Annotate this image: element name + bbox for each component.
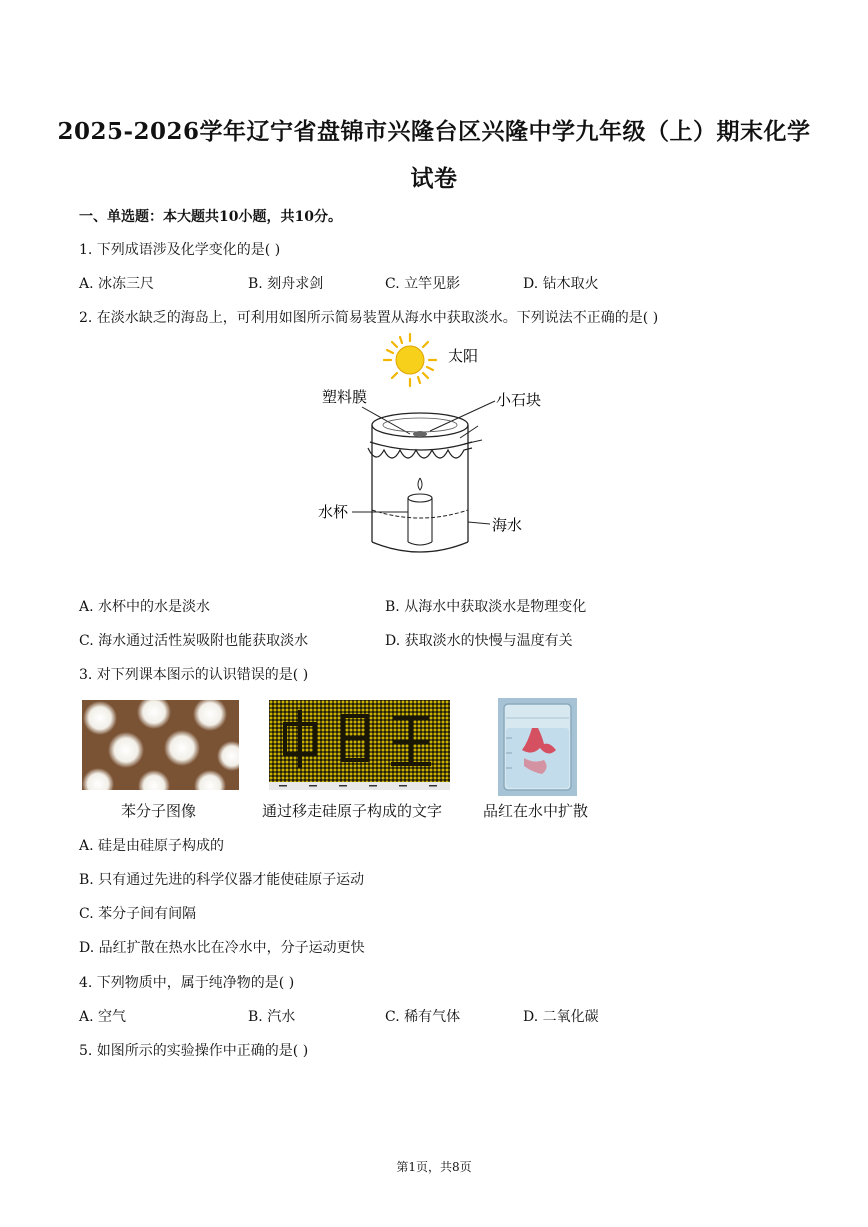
section-heading: 一、单选题：本大题共10小题，共10分。 xyxy=(79,209,342,225)
question-2-option-c: C. 海水通过活性炭吸附也能获取淡水 xyxy=(79,633,309,649)
question-4-stem: 4. 下列物质中，属于纯净物的是( ) xyxy=(79,975,295,991)
film-label: 塑料膜 xyxy=(322,388,368,406)
question-2-option-d: D. 获取淡水的快慢与温度有关 xyxy=(385,633,573,649)
silicon-atom-text-image xyxy=(269,700,450,790)
seawater-desalination-diagram xyxy=(300,330,570,560)
question-1-stem: 1. 下列成语涉及化学变化的是( ) xyxy=(79,242,281,258)
question-2-stem: 2. 在淡水缺乏的海岛上，可利用如图所示简易装置从海水中获取淡水。下列说法不正确的是( ) xyxy=(79,310,659,326)
question-4-option-d: D. 二氧化碳 xyxy=(523,1009,599,1025)
question-3-stem: 3. 对下列课本图示的认识错误的是( ) xyxy=(79,667,309,683)
stone-label: 小石块 xyxy=(496,391,542,409)
question-4-option-c: C. 稀有气体 xyxy=(385,1009,461,1025)
question-1-option-b: B. 刻舟求剑 xyxy=(248,276,324,292)
question-1-option-d: D. 钻木取火 xyxy=(523,276,599,292)
question-3-option-b: B. 只有通过先进的科学仪器才能使硅原子运动 xyxy=(79,872,365,888)
question-5-stem: 5. 如图所示的实验操作中正确的是( ) xyxy=(79,1043,309,1059)
red-dye-diffusion-image xyxy=(498,698,577,796)
benzene-molecule-image xyxy=(82,700,239,790)
question-4-option-b: B. 汽水 xyxy=(248,1009,296,1025)
question-1-option-c: C. 立竿见影 xyxy=(385,276,461,292)
seawater-label: 海水 xyxy=(492,516,523,534)
question-4-option-a: A. 空气 xyxy=(79,1009,127,1025)
silicon-caption: 通过移走硅原子构成的文字 xyxy=(262,802,443,820)
cup-label: 水杯 xyxy=(318,503,349,521)
question-3-option-a: A. 硅是由硅原子构成的 xyxy=(79,838,225,854)
question-3-option-c: C. 苯分子间有间隔 xyxy=(79,906,197,922)
question-2-option-b: B. 从海水中获取淡水是物理变化 xyxy=(385,599,587,615)
benzene-caption: 苯分子图像 xyxy=(121,802,197,820)
question-3-option-d: D. 品红扩散在热水比在冷水中，分子运动更快 xyxy=(79,940,365,956)
question-1-option-a: A. 冰冻三尺 xyxy=(79,276,155,292)
exam-title-line2: 试卷 xyxy=(410,165,458,192)
sun-icon xyxy=(384,334,436,386)
exam-title-line1: 2025-2026学年辽宁省盘锦市兴隆台区兴隆中学九年级（上）期末化学 xyxy=(57,118,811,145)
question-2-option-a: A. 水杯中的水是淡水 xyxy=(79,599,211,615)
diffusion-caption: 品红在水中扩散 xyxy=(483,802,589,820)
sun-label: 太阳 xyxy=(448,347,479,365)
page-footer: 第1页，共8页 xyxy=(396,1160,472,1174)
